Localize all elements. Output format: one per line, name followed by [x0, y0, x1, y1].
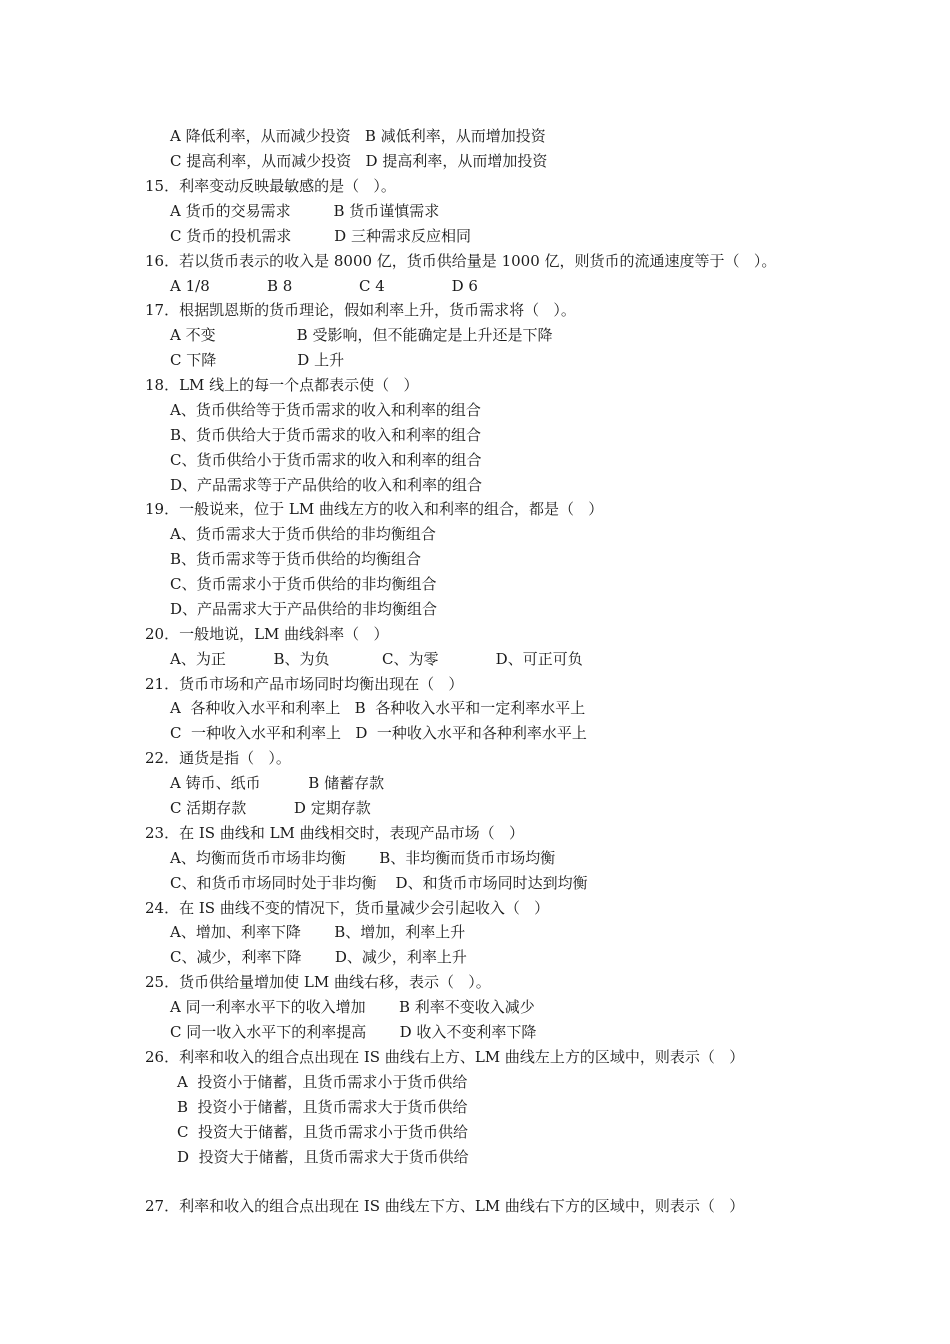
- question-line: 18．LM 线上的每一个点都表示使（ ）: [145, 376, 419, 394]
- option-line: D、产品需求等于产品供给的收入和利率的组合: [170, 476, 483, 494]
- option-line: C 货币的投机需求 D 三种需求反应相同: [170, 227, 471, 245]
- question-line: 15．利率变动反映最敏感的是（ ）。: [145, 177, 396, 195]
- option-line: C 一种收入水平和利率上 D 一种收入水平和各种利率水平上: [170, 724, 587, 742]
- option-line: A、增加、利率下降 B、增加，利率上升: [170, 923, 466, 941]
- option-line: A 同一利率水平下的收入增加 B 利率不变收入减少: [170, 998, 535, 1016]
- option-line: C 下降 D 上升: [170, 351, 345, 369]
- option-line: C 投资大于储蓄，且货币需求小于货币供给: [177, 1123, 469, 1141]
- question-line: 22．通货是指（ ）。: [145, 749, 291, 767]
- option-line: C 活期存款 D 定期存款: [170, 799, 371, 817]
- option-line: C 提高利率，从而减少投资 D 提高利率，从而增加投资: [170, 152, 548, 170]
- question-line: 23．在 IS 曲线和 LM 曲线相交时，表现产品市场（ ）: [145, 824, 524, 842]
- option-line: D 投资大于储蓄，且货币需求大于货币供给: [177, 1148, 469, 1166]
- option-line: C、减少，利率下降 D、减少，利率上升: [170, 948, 467, 966]
- option-line: A 投资小于储蓄，且货币需求小于货币供给: [177, 1073, 468, 1091]
- question-line: 24．在 IS 曲线不变的情况下，货币量减少会引起收入（ ）: [145, 899, 550, 917]
- option-line: C、货币需求小于货币供给的非均衡组合: [170, 575, 437, 593]
- question-line: 20．一般地说，LM 曲线斜率（ ）: [145, 625, 389, 643]
- question-line: 26．利率和收入的组合点出现在 IS 曲线右上方、LM 曲线左上方的区域中，则表示（ ）: [145, 1048, 745, 1066]
- option-line: B 投资小于储蓄，且货币需求大于货币供给: [177, 1098, 468, 1116]
- option-line: C、和货币市场同时处于非均衡 D、和货币市场同时达到均衡: [170, 874, 588, 892]
- option-line: A、货币需求大于货币供给的非均衡组合: [170, 525, 436, 543]
- option-line: B、货币供给大于货币需求的收入和利率的组合: [170, 426, 482, 444]
- question-line: 21．货币市场和产品市场同时均衡出现在（ ）: [145, 675, 464, 693]
- option-line: A 货币的交易需求 B 货币谨慎需求: [170, 202, 440, 220]
- option-line: B、货币需求等于货币供给的均衡组合: [170, 550, 422, 568]
- option-line: A 铸币、纸币 B 储蓄存款: [170, 774, 385, 792]
- question-line: 17．根据凯恩斯的货币理论，假如利率上升，货币需求将（ ）。: [145, 301, 576, 319]
- option-line: A 不变 B 受影响，但不能确定是上升还是下降: [170, 326, 553, 344]
- option-line: A、货币供给等于货币需求的收入和利率的组合: [170, 401, 481, 419]
- question-line: 25．货币供给量增加使 LM 曲线右移，表示（ ）。: [145, 973, 491, 991]
- option-line: A 降低利率，从而减少投资 B 减低利率，从而增加投资: [170, 127, 546, 145]
- option-line: C 同一收入水平下的利率提高 D 收入不变利率下降: [170, 1023, 537, 1041]
- question-line: 27．利率和收入的组合点出现在 IS 曲线左下方、LM 曲线右下方的区域中，则表示（ ）: [145, 1197, 745, 1215]
- option-line: A 各种收入水平和利率上 B 各种收入水平和一定利率水平上: [170, 699, 586, 717]
- option-line: C、货币供给小于货币需求的收入和利率的组合: [170, 451, 482, 469]
- option-line: D、产品需求大于产品供给的非均衡组合: [170, 600, 438, 618]
- question-line: 16．若以货币表示的收入是 8000 亿，货币供给量是 1000 亿，则货币的流通速度等于（ ）。: [145, 252, 777, 270]
- question-line: 19．一般说来，位于 LM 曲线左方的收入和利率的组合，都是（ ）: [145, 500, 604, 518]
- option-line: A、为正 B、为负 C、为零 D、可正可负: [170, 650, 583, 668]
- option-line: A、均衡而货币市场非均衡 B、非均衡而货币市场均衡: [170, 849, 556, 867]
- option-line: A 1/8 B 8 C 4 D 6: [170, 277, 478, 295]
